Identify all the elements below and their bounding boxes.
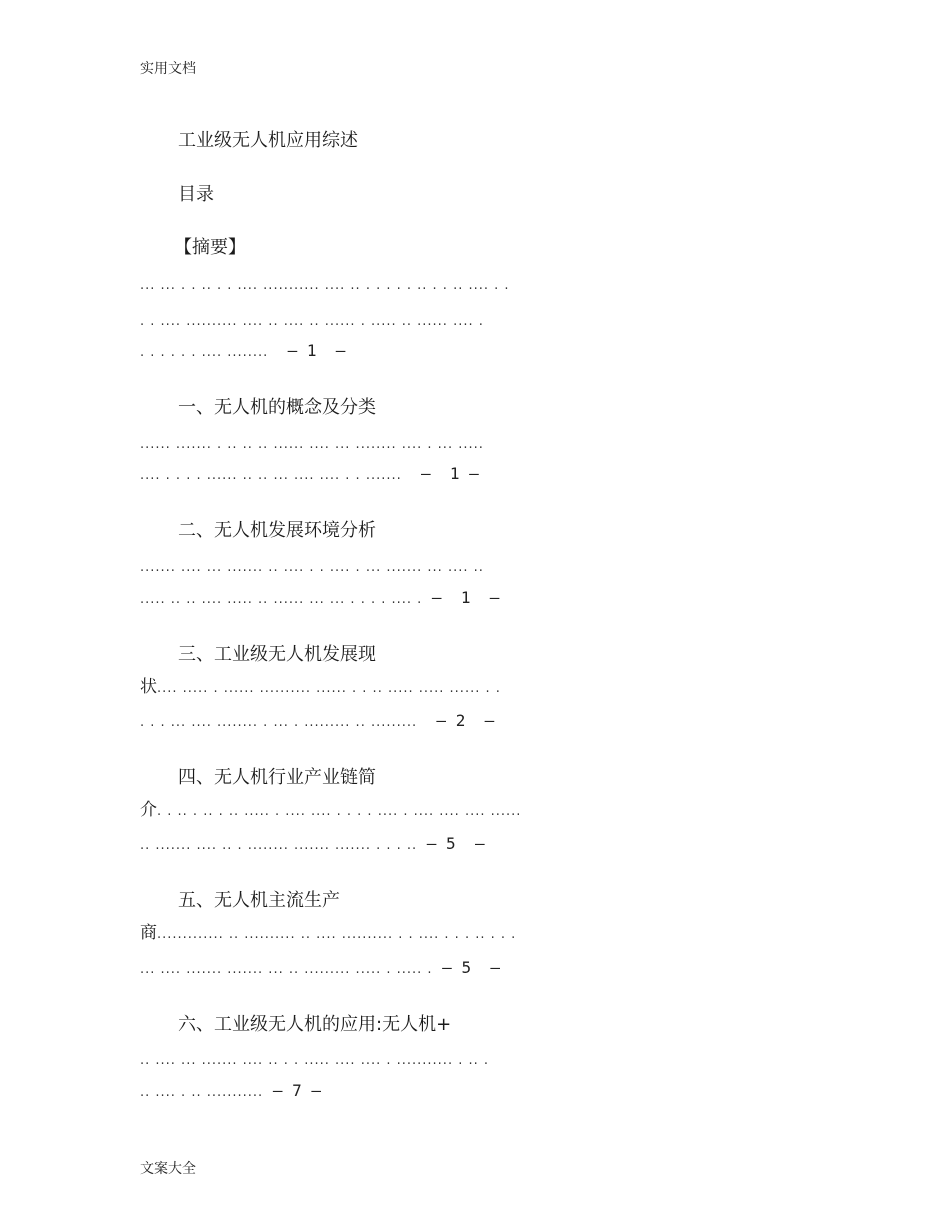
toc-leader-line [140,308,808,332]
toc-leader-line [140,462,808,486]
leader-dots: ............. .. .......... .. .... .......... . . .... . . . .. . . . [157,927,517,942]
leader-dots: .. ....... .... .. . ........ ....... ....... . . . .. [140,838,418,853]
toc-leader-line [140,339,808,363]
toc-title-tail: 商 [140,923,157,943]
leader-dots: . . .. . .. . .. ..... . .... .... . . . . .... . .... .... .... ...... [157,804,522,819]
toc-entry-title: 一、无人机的概念及分类 [178,397,376,418]
page-footer: 文案大全 [140,1161,196,1177]
leader-dots: ..... .. .. .... ..... .. ...... ... ... . . . . .... . [140,592,423,607]
toc-entry-title: 三、工业级无人机发展现 [178,644,376,665]
leader-dots: .. .... ... ....... .... .. . . ..... .... .... . ........... . .. . [140,1053,489,1068]
toc-entry-title: 五、无人机主流生产 [178,890,340,911]
toc-entry-title: 四、无人机行业产业链简 [178,767,376,788]
leader-dots: . . . ... .... ........ . ... . ......... .. ......... [140,715,418,730]
toc-leader-line [140,675,808,699]
document-title: 工业级无人机应用综述 [178,130,358,151]
toc-heading: 目录 [178,184,214,205]
toc-entry-title: 【摘要】 [174,237,246,258]
leader-dots: .. .... . .. ........... [140,1085,264,1100]
leader-dots: ... .... ....... ....... ... .. ......... ..... . ..... . [140,962,433,977]
leader-dots: . . . . . . .... ........ [140,345,269,360]
page-header: 实用文档 [140,61,196,77]
toc-page-number: – 1 – [268,341,346,360]
toc-page-number: – 5 – [432,958,500,977]
leader-dots: . . .... .......... .... .. .... .. ...... . ..... .. ...... .... . [140,314,484,329]
toc-leader-line [140,798,808,822]
toc-leader-line [140,1047,808,1071]
toc-page-number: – 7 — [263,1081,321,1100]
toc-page-number: – 1 – [401,464,479,483]
toc-title-tail: 状 [140,677,157,697]
leader-dots: .... . . . . ...... .. .. ... .... .... . . ....... [140,468,402,483]
toc-leader-line [140,586,808,610]
toc-leader-line [140,1079,808,1103]
toc-leader-line [140,431,808,455]
leader-dots: .... ..... . ...... .......... ...... . . .. ..... ..... ...... . . [157,681,501,696]
leader-dots: ...... ....... . .. .. .. ...... .... ... ........ .... . ... ..... [140,437,484,452]
toc-leader-line [140,272,808,296]
leader-dots: ... ... . . .. . . .... ........... .... .. . . . . . .. . . .. .... . . [140,278,510,293]
toc-page-number: – 5 — [417,834,485,853]
toc-leader-line [140,554,808,578]
toc-leader-line [140,921,808,945]
toc-leader-line [140,956,808,980]
toc-entry-title: 六、工业级无人机的应用:无人机+ [178,1014,452,1035]
leader-dots: ....... .... ... ....... .. .... . . .... . ... ....... ... .... .. [140,560,484,575]
toc-title-tail: 介 [140,800,157,820]
toc-entry-title: 二、无人机发展环境分析 [178,520,376,541]
toc-page-number: – 2 – [417,711,495,730]
toc-page-number: – 1 — [422,588,500,607]
toc-leader-line [140,709,808,733]
toc-leader-line [140,832,808,856]
